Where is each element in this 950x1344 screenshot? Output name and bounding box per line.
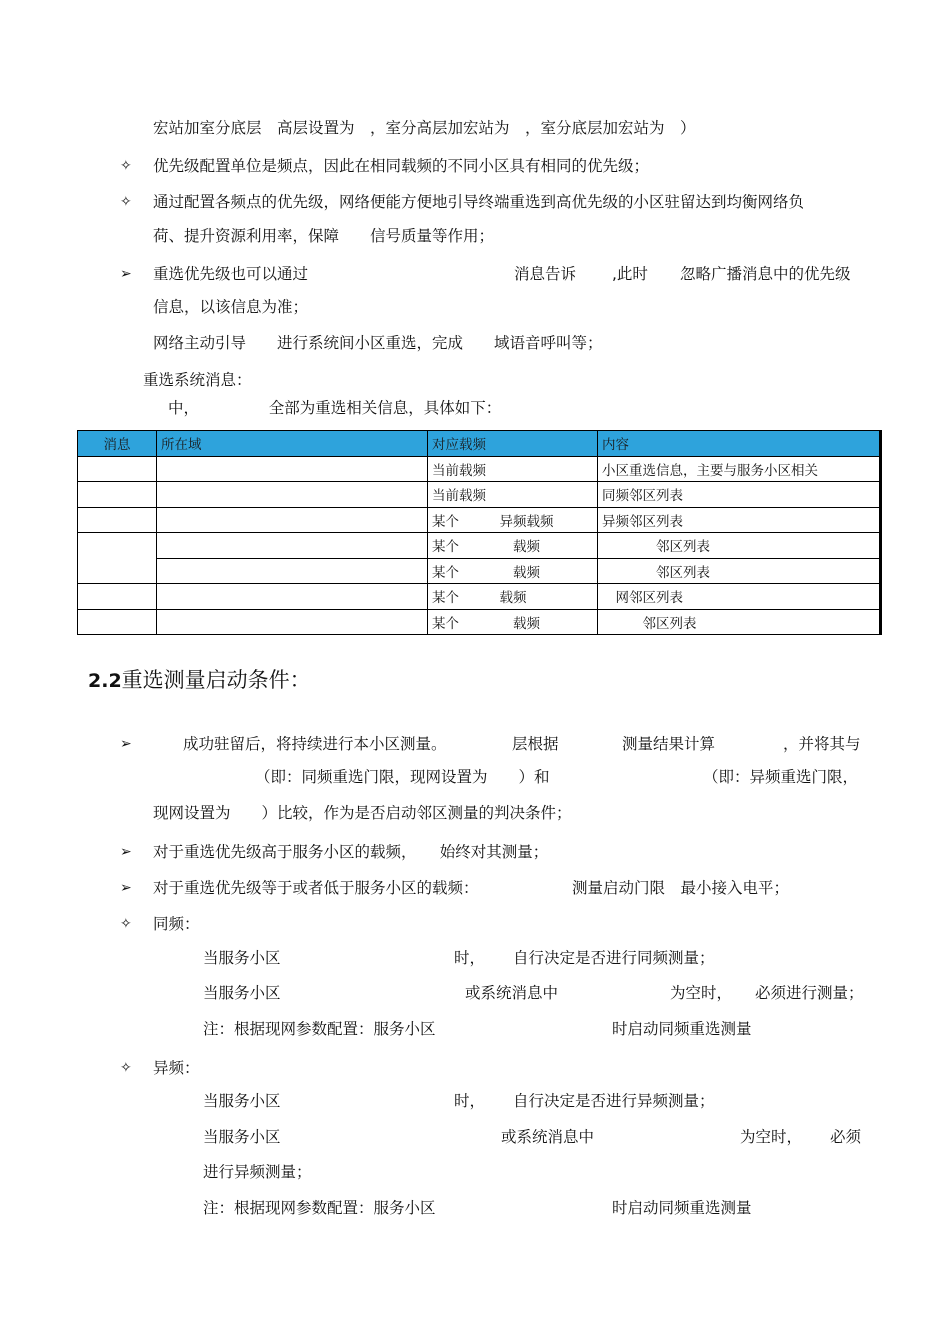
bullet-text: 优先级配置单位是频点，因此在相同载频的不同小区具有相同的优先级； bbox=[153, 157, 650, 175]
table-header-cell: 内容 bbox=[598, 431, 881, 457]
table-cell bbox=[157, 533, 428, 559]
bullet-text-cont: 现网设置为 ）比较，作为是否启动邻区测量的判决条件； bbox=[153, 804, 572, 822]
table-cell: 某个 载频 bbox=[428, 558, 598, 584]
indent-text: 必须进行测量； bbox=[755, 984, 864, 1002]
section-heading bbox=[88, 664, 311, 694]
intro-line: 宏站加室分底层 高层设置为 ，室分高层加宏站为 ，室分底层加宏站为 ） bbox=[153, 119, 696, 137]
table-row bbox=[78, 533, 881, 559]
table-cell bbox=[78, 482, 157, 508]
table-cell: 小区重选信息，主要与服务小区相关 bbox=[598, 456, 881, 482]
table-cell: 当前载频 bbox=[428, 482, 598, 508]
indent-text: 自行决定是否进行异频测量； bbox=[513, 1092, 715, 1110]
bullet-text: 消息告诉 bbox=[514, 265, 577, 283]
note-text: 时启动同频重选测量 bbox=[612, 1199, 752, 1217]
table-cell: 网邻区列表 bbox=[598, 584, 881, 610]
table-cell bbox=[78, 533, 157, 584]
arrow-bullet-icon: ➢ bbox=[120, 266, 132, 282]
diamond-bullet-icon: ✧ bbox=[120, 158, 132, 174]
table-cell: 当前载频 bbox=[428, 456, 598, 482]
bullet-text: （即：异频重选门限， bbox=[703, 768, 859, 786]
bullet-text: 对于重选优先级等于或者低于服务小区的载频： bbox=[153, 879, 479, 897]
indent-text: 当服务小区 bbox=[203, 1092, 281, 1110]
note-text: 注：根据现网参数配置：服务小区 bbox=[203, 1199, 436, 1217]
indent-text: 为空时， bbox=[740, 1128, 803, 1146]
bullet-text-cont: 网络主动引导 进行系统间小区重选，完成 域语音呼叫等； bbox=[153, 334, 603, 352]
table-cell bbox=[78, 456, 157, 482]
table-cell: 邻区列表 bbox=[598, 609, 881, 635]
bullet-text: ,此时 bbox=[612, 265, 648, 283]
bullet-text-cont: 荷、提升资源利用率，保障 信号质量等作用； bbox=[153, 227, 495, 245]
indent-text: 当服务小区 bbox=[203, 1128, 281, 1146]
table-header-cell: 所在域 bbox=[157, 431, 428, 457]
section-title: 重选测量启动条件： bbox=[121, 668, 311, 692]
table-cell bbox=[157, 584, 428, 610]
subheading: 同频： bbox=[153, 915, 200, 933]
table-header-cell: 对应载频 bbox=[428, 431, 598, 457]
table-cell: 同频邻区列表 bbox=[598, 482, 881, 508]
table-cell bbox=[78, 584, 157, 610]
bullet-text: ，并将其与 bbox=[783, 735, 861, 753]
indent-text: 时， bbox=[454, 949, 486, 967]
table-cell: 某个 载频 bbox=[428, 584, 598, 610]
table-cell: 邻区列表 bbox=[598, 558, 881, 584]
diamond-bullet-icon: ✧ bbox=[120, 1060, 132, 1076]
table-row bbox=[78, 456, 881, 482]
table-header-row bbox=[78, 431, 881, 457]
bullet-text: 测量启动门限 最小接入电平； bbox=[572, 879, 790, 897]
table-cell bbox=[157, 456, 428, 482]
sys-msg-label: 重选系统消息： bbox=[143, 371, 252, 389]
indent-text: 时， bbox=[454, 1092, 486, 1110]
table-cell bbox=[157, 482, 428, 508]
arrow-bullet-icon: ➢ bbox=[120, 844, 132, 860]
bullet-text: （即：同频重选门限，现网设置为 ）和 bbox=[255, 768, 550, 786]
bullet-text: 成功驻留后，将持续进行本小区测量。 bbox=[183, 735, 447, 753]
diamond-bullet-icon: ✧ bbox=[120, 194, 132, 210]
table-cell: 某个 载频 bbox=[428, 609, 598, 635]
table-cell: 异频邻区列表 bbox=[598, 507, 881, 533]
note-text: 注：根据现网参数配置：服务小区 bbox=[203, 1020, 436, 1038]
indent-text: 自行决定是否进行同频测量； bbox=[513, 949, 715, 967]
table-header-cell: 消息 bbox=[78, 431, 157, 457]
table-cell: 某个 异频载频 bbox=[428, 507, 598, 533]
arrow-bullet-icon: ➢ bbox=[120, 736, 132, 752]
subheading: 异频： bbox=[153, 1059, 200, 1077]
diamond-bullet-icon: ✧ bbox=[120, 916, 132, 932]
table-cell bbox=[78, 609, 157, 635]
table-cell: 某个 载频 bbox=[428, 533, 598, 559]
indent-text: 或系统消息中 bbox=[465, 984, 559, 1002]
indent-text: 或系统消息中 bbox=[501, 1128, 595, 1146]
bullet-text: 通过配置各频点的优先级，网络便能方便地引导终端重选到高优先级的小区驻留达到均衡网络负 bbox=[153, 193, 805, 211]
bullet-text: 层根据 bbox=[512, 735, 559, 753]
bullet-text: 忽略广播消息中的优先级 bbox=[680, 265, 851, 283]
indent-text: 进行异频测量； bbox=[203, 1163, 312, 1181]
table-cell bbox=[157, 507, 428, 533]
table-cell bbox=[78, 507, 157, 533]
sys-msg-sub: 中， 全部为重选相关信息，具体如下： bbox=[168, 399, 502, 417]
indent-text: 当服务小区 bbox=[203, 984, 281, 1002]
indent-text: 当服务小区 bbox=[203, 949, 281, 967]
bullet-text: 重选优先级也可以通过 bbox=[153, 265, 309, 283]
note-text: 时启动同频重选测量 bbox=[612, 1020, 752, 1038]
table-row bbox=[78, 609, 881, 635]
table-cell: 邻区列表 bbox=[598, 533, 881, 559]
reselection-table bbox=[77, 430, 882, 635]
table-row bbox=[78, 507, 881, 533]
indent-text: 必须 bbox=[830, 1128, 862, 1146]
table-cell bbox=[157, 609, 428, 635]
section-number: 2.2 bbox=[88, 670, 122, 692]
arrow-bullet-icon: ➢ bbox=[120, 880, 132, 896]
table-row bbox=[78, 482, 881, 508]
table-row bbox=[78, 584, 881, 610]
table-row bbox=[78, 558, 881, 584]
bullet-text: 测量结果计算 bbox=[622, 735, 716, 753]
indent-text: 为空时， bbox=[670, 984, 733, 1002]
bullet-text: 对于重选优先级高于服务小区的载频， 始终对其测量； bbox=[153, 843, 549, 861]
bullet-text-cont: 信息，以该信息为准； bbox=[153, 298, 309, 316]
table-cell bbox=[157, 558, 428, 584]
